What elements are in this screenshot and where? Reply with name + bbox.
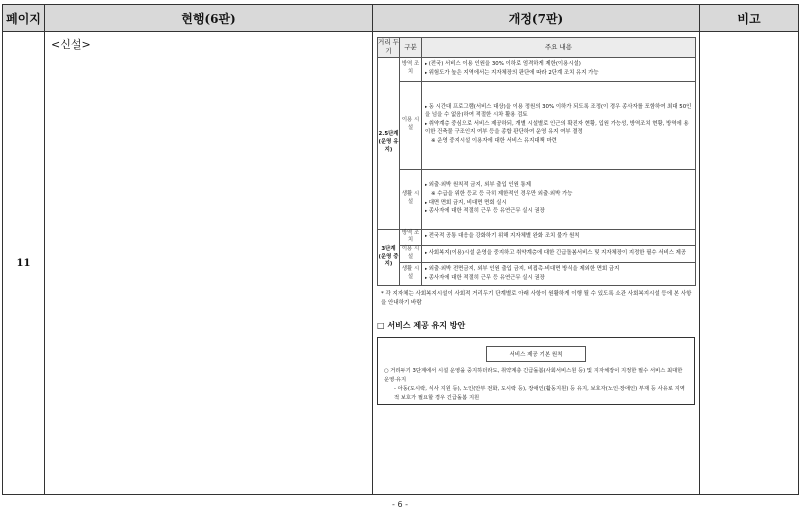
level25-living-kind: 생활 시설 — [400, 169, 422, 229]
list-item: ▸ 사회복지(이용)시설 운영을 중지하고 취약계층에 대한 긴급돌봄서비스 및 지자체장이 지정한 필수 서비스 제공 — [425, 250, 692, 258]
level3-use-row — [378, 246, 696, 263]
level3-label: 3단계 (운영 중지) — [378, 229, 400, 286]
level25-prevention-content — [422, 57, 696, 81]
list-item: ▸ (전국) 서비스 이용 인원을 30% 이하로 엄격하게 제한(이용시설) — [425, 61, 692, 69]
level3-prevention-kind: 방역 조치 — [400, 229, 422, 246]
page-footer: - 6 - — [392, 500, 408, 509]
level3-living-row — [378, 262, 696, 286]
header-current: 현행(6판) — [45, 5, 373, 32]
level25-living-content — [422, 169, 696, 229]
distancing-table — [377, 37, 696, 286]
document-page — [2, 4, 798, 495]
level3-use-content — [422, 246, 696, 263]
level3-prevention-row — [378, 229, 696, 246]
note-cell — [700, 32, 799, 495]
guidance-note: * 각 지자체는 사회복지시설이 사회적 거리두기 단계별로 아래 사항이 원활하게 이행 될 수 있도록 소관 사회복지시설 등에 본 사항을 안내하기 바람 — [381, 291, 692, 307]
header-revised: 개정(7판) — [373, 5, 700, 32]
level25-prevention-kind: 방역 조치 — [400, 57, 422, 81]
header-page: 페이지 — [3, 5, 45, 32]
level3-prevention-content — [422, 229, 696, 246]
level3-use-kind: 이용 시설 — [400, 246, 422, 263]
principle-box-body — [384, 367, 688, 403]
header-note: 비고 — [700, 5, 799, 32]
list-item: ▸ 대면 면회 금지, 비대면 면회 실시 — [425, 200, 692, 208]
level25-use-kind: 이용 시설 — [400, 81, 422, 169]
principle-sub: - 아동(도시락, 식사 지원 등), 노인(안부 전화, 도시락 등), 장애인(활동지원) 등 유지, 보호자(노인·장애인) 부재 등 사유로 지역적 보호가 필요할 경우 긴급돌봄 지원 — [394, 386, 685, 402]
content-row — [3, 32, 799, 495]
list-item: ▸ 종사자에 대한 적절히 근무 등 유연근무 실시 권장 — [425, 275, 692, 283]
level25-use-content — [422, 81, 696, 169]
level3-living-content — [422, 262, 696, 286]
list-item: ※ 운영 중지시설 이용자에 대한 서비스 유지대책 마련 — [431, 137, 557, 144]
inner-head-content: 주요 내용 — [422, 38, 696, 58]
list-item: ▸ 취약계층 중심으로 서비스 제공하되, 개별 시설별로 인근의 확진자 현황, 입원 가능성, 방역조치 현황, 방역에 용이한 건축물 구조인지 여부 등을 종합 판단하여 운영 유지 여부 결정 — [425, 121, 692, 137]
section-title: □ 서비스 제공 유지 방안 — [377, 320, 466, 331]
list-item: ※ 수급을 위한 등교 등 극히 제한적인 경우만 외출·외박 가능 — [431, 190, 573, 197]
list-item: ▸ 종사자에 대한 적절히 근무 등 유연근무 실시 권장 — [425, 208, 692, 216]
level25-living-row — [378, 169, 696, 229]
principle-box — [377, 337, 695, 405]
current-text: <신설> — [45, 32, 373, 495]
inner-head-distance: 거리 두기 — [378, 38, 399, 56]
list-item: ▸ 전국적 공통 대응을 강화하기 위해 지자체별 완화 조치 불가 원칙 — [425, 233, 692, 241]
list-item: ▸ 외출·외박 원칙적 금지, 외부 출입 인원 통제 — [425, 182, 692, 190]
list-item: ▸ 외출·외박 전면금지, 외부 인원 출입 금지, 비접촉·비대면 방식을 제외한 면회 금지 — [425, 266, 692, 274]
revised-cell — [373, 32, 700, 495]
level25-use-row — [378, 81, 696, 169]
inner-header-row — [378, 38, 696, 58]
inner-head-kind: 구분 — [400, 38, 422, 58]
principle-main: ○ 거리두기 3단계에서 시설 운영을 중지하더라도, 취약계층 긴급돌봄(사회서비스원 등) 및 지자체장이 지정한 필수 서비스 최대한 운영·유지 — [384, 368, 683, 384]
principle-box-title: 서비스 제공 기본 원칙 — [486, 346, 586, 362]
list-item: ▸ 동 시간대 프로그램(서비스 대상)을 이용 정원의 30% 이하가 되도록 조정(이 경우 종사자를 포함하여 최대 50인을 넘을 수 없음)하여 적절한 시차 활용 검토 — [425, 104, 692, 120]
level25-prevention-row — [378, 57, 696, 81]
level3-living-kind: 생활 시설 — [400, 262, 422, 286]
level25-label: 2.5단계 (운영 유지) — [378, 57, 400, 229]
page-number: 11 — [3, 32, 45, 495]
comparison-table — [2, 4, 799, 495]
header-row — [3, 5, 799, 32]
list-item: ▸ 위험도가 높은 지역에서는 지자체장의 판단에 따라 2단계 조치 유지 가능 — [425, 70, 692, 78]
